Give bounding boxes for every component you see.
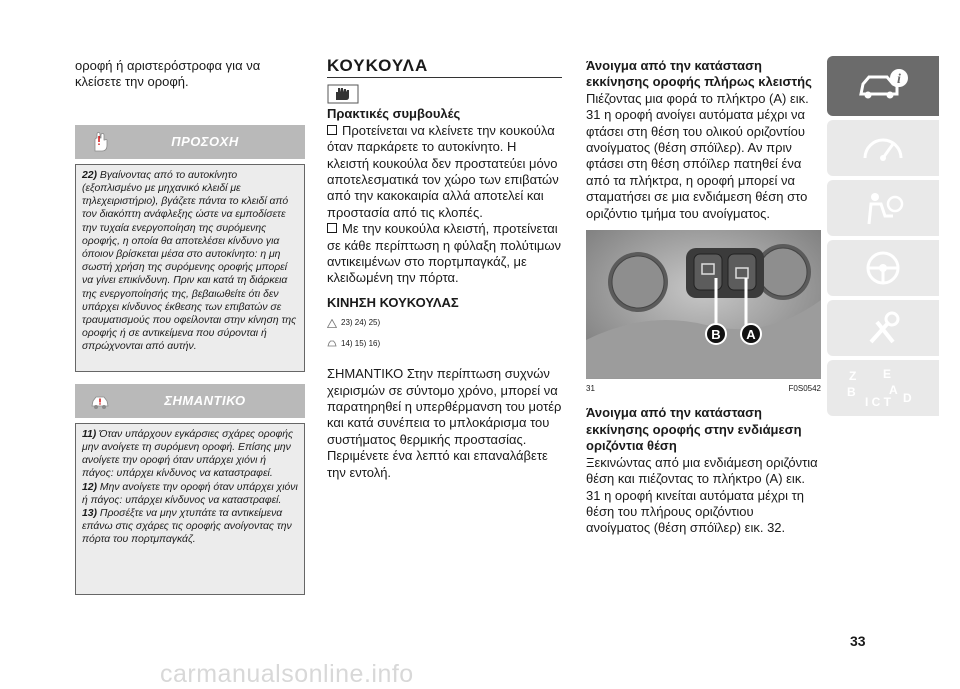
note-item <box>82 428 298 481</box>
warning-ref-numbers: 23) 24) 25) <box>341 318 381 328</box>
tip-text: Προτείνεται να κλείνετε την κουκούλα όταν παρκάρετε το αυτοκίνητο. Η κλειστή κουκούλα δεν προστατεύει μόνο αποτελεσματικά τον χώρο των επιβατών από την κακοκαιρία αλλά αποτελεί και προστασία από τις κλοπές. <box>327 122 559 220</box>
warning-box <box>75 164 305 372</box>
figure-caption <box>586 381 821 397</box>
warning-text: Βγαίνοντας από το αυτοκίνητο (εξοπλισμένο με μηχανικό κλειδί με τηλεχειριστήριο), βγάζετε πάντα το κλειδί από τον διακόπτη ανάφλεξης ώστε να εμποδίσετε την τυχαία ενεργοποίηση της συρόμενης οροφής, η οποία θα αποτελέσει κίνδυνο για όποιον βρίσκεται μέσα στο αυτοκίνητο: η μη σωστή χρήση της συρόμενης οροφής μπορεί να γίνει επικίνδυνη. Πριν και κατά τη διάρκεια της ενεργοποίησής της, βεβαιωθείτε ότι δεν υπάρχει κίνδυνος έκθεσης των επιβατών σε τραυματισμούς που οφείλονται στην κίνηση της οροφής ή σε αντικείμενα που σύρονται ή σπρώχνονται από αυτήν. <box>82 169 297 353</box>
chapter-tabs <box>827 56 939 420</box>
svg-text:B: B <box>847 385 856 399</box>
svg-text:D: D <box>903 391 912 405</box>
right-column <box>586 0 821 537</box>
note-item <box>82 507 298 547</box>
checkbox-bullet-icon <box>327 125 337 135</box>
dashboard-warning-icon <box>853 128 913 168</box>
note-text: Όταν υπάρχουν εγκάρσιες σχάρες οροφής μην ανοίγετε τη συρόμενη οροφή. Επίσης μην ανοίγετε την οροφή όταν υπάρχει χιόνι ή πάγος: υπάρχει κίνδυνος να καταστραφεί. <box>82 428 294 480</box>
figure-31-roof-controls <box>586 230 821 379</box>
figure-code: F0S0542 <box>788 384 821 394</box>
control-panel <box>686 248 764 298</box>
tips-heading: Πρακτικές συμβουλές <box>327 106 461 122</box>
warning-banner <box>75 125 305 159</box>
move-heading: ΚΙΝΗΣΗ ΚΟΥΚΟΥΛΑΣ <box>327 294 459 310</box>
paragraph-intermediate: Ξεκινώντας από μια ενδιάμεση οριζόντια θέση και πιέζοντας το πλήκτρο (A) εικ. 31 η οροφή κινείται αυτόματα μέχρι τη θέση του πλήρους οριζόντιου ανοίγματος (θέση σπόϊλερ) εικ. 32. <box>586 454 818 536</box>
tab-index[interactable] <box>827 360 939 416</box>
svg-text:I C T: I C T <box>865 395 891 409</box>
warning-title: ΠΡΟΣΟΧΗ <box>171 133 239 149</box>
intro-text: οροφή ή αριστερόστροφα για να κλείσετε την οροφή. <box>75 58 261 90</box>
note-box <box>75 423 305 595</box>
svg-text:E: E <box>883 367 892 381</box>
note-text: Μην ανοίγετε την οροφή όταν υπάρχει χιόνι ή πάγος: υπάρχει κίνδυνος να καταστραφεί. <box>82 481 298 506</box>
note-ref-numbers: 14) 15) 16) <box>341 338 381 348</box>
alphabet-index-icon <box>843 366 923 410</box>
car-info-icon <box>853 66 913 106</box>
speaker-grille-left <box>608 252 668 312</box>
tab-safety[interactable] <box>827 180 939 236</box>
page-number: 33 <box>850 633 866 649</box>
checkbox-bullet-icon <box>327 223 337 233</box>
tab-dashboard[interactable] <box>827 120 939 176</box>
watermark: carmanualsonline.info <box>160 660 414 688</box>
paragraph-full-closed: Πιέζοντας μια φορά το πλήκτρο (A) εικ. 31 η οροφή ανοίγει αυτόματα μέχρι να φτάσει στη θέση του ολικού οριζοντίου ανοίγματος (θέση σπόϊλερ). Αν πριν φτάσει στη θέση σπόϊλερ πατηθεί ένα από τα πλήκτρα, η οροφή μπορεί να σταματήσει σε μια ενδιάμεση θέση στο οριζόντιο τμήμα του ανοίγματος. <box>586 90 809 221</box>
tip-item <box>327 123 562 221</box>
note-item <box>82 481 298 507</box>
section-title: ΚΟΥΚΟΥΛΑ <box>327 56 429 75</box>
car-note-small-icon <box>327 339 337 348</box>
subheading-intermediate: Άνοιγμα από την κατάσταση εκκίνησης οροφής στην ενδιάμεση οριζόντια θέση <box>586 405 802 454</box>
middle-column <box>327 0 562 481</box>
subheading-full-closed: Άνοιγμα από την κατάσταση εκκίνησης οροφής πλήρως κλειστής <box>586 58 812 90</box>
svg-text:A: A <box>889 383 898 397</box>
note-refs <box>327 336 562 352</box>
note-num: 13) <box>82 508 98 520</box>
warning-refs <box>327 315 562 331</box>
svg-text:Z: Z <box>849 369 857 383</box>
steering-wheel-icon <box>853 248 913 288</box>
note-num: 11) <box>82 428 97 440</box>
figure-number: 31 <box>586 384 595 394</box>
tip-text: Με την κουκούλα κλειστή, προτείνεται σε κάθε περίπτωση η φύλαξη πολύτιμων αντικειμένων στο πορτμπαγκάζ, με κλειδωμένη την πόρτα. <box>327 221 561 286</box>
svg-text:i: i <box>897 72 901 87</box>
note-num: 12) <box>82 481 98 493</box>
tab-car-info[interactable] <box>827 56 939 116</box>
tips-hand-icon <box>327 82 359 104</box>
wrench-tools-icon <box>853 308 913 348</box>
note-title: ΣΗΜΑΝΤΙΚΟ <box>164 392 246 408</box>
note-text: Προσέξτε να μην χτυπάτε τα αντικείμενα επάνω στις σχάρες τις οροφής ανοίγοντας την πόρτα του πορτμπαγκάζ. <box>82 508 292 546</box>
tip-item <box>327 221 562 287</box>
warning-num: 22) <box>82 169 98 181</box>
important-paragraph: ΣΗΜΑΝΤΙΚΟ Στην περίπτωση συχνών χειρισμών σε σύντομο χρόνο, μπορεί να παρατηρηθεί η υπερθέρμανση του μοτέρ και κατά συνέπεια το μπλοκάρισμα του συστήματος θερμικής προστασίας. Περιμένετε ένα λεπτό και επαναλάβετε την εντολή. <box>327 366 562 480</box>
tab-maintenance[interactable] <box>827 300 939 356</box>
label-b: B <box>711 327 721 343</box>
title-divider <box>327 77 562 78</box>
tab-driving[interactable] <box>827 240 939 296</box>
warning-triangle-icon <box>327 319 337 328</box>
left-column <box>75 0 305 595</box>
note-banner <box>75 384 305 418</box>
airbag-seatbelt-icon <box>853 188 913 228</box>
label-a: A <box>746 327 756 343</box>
